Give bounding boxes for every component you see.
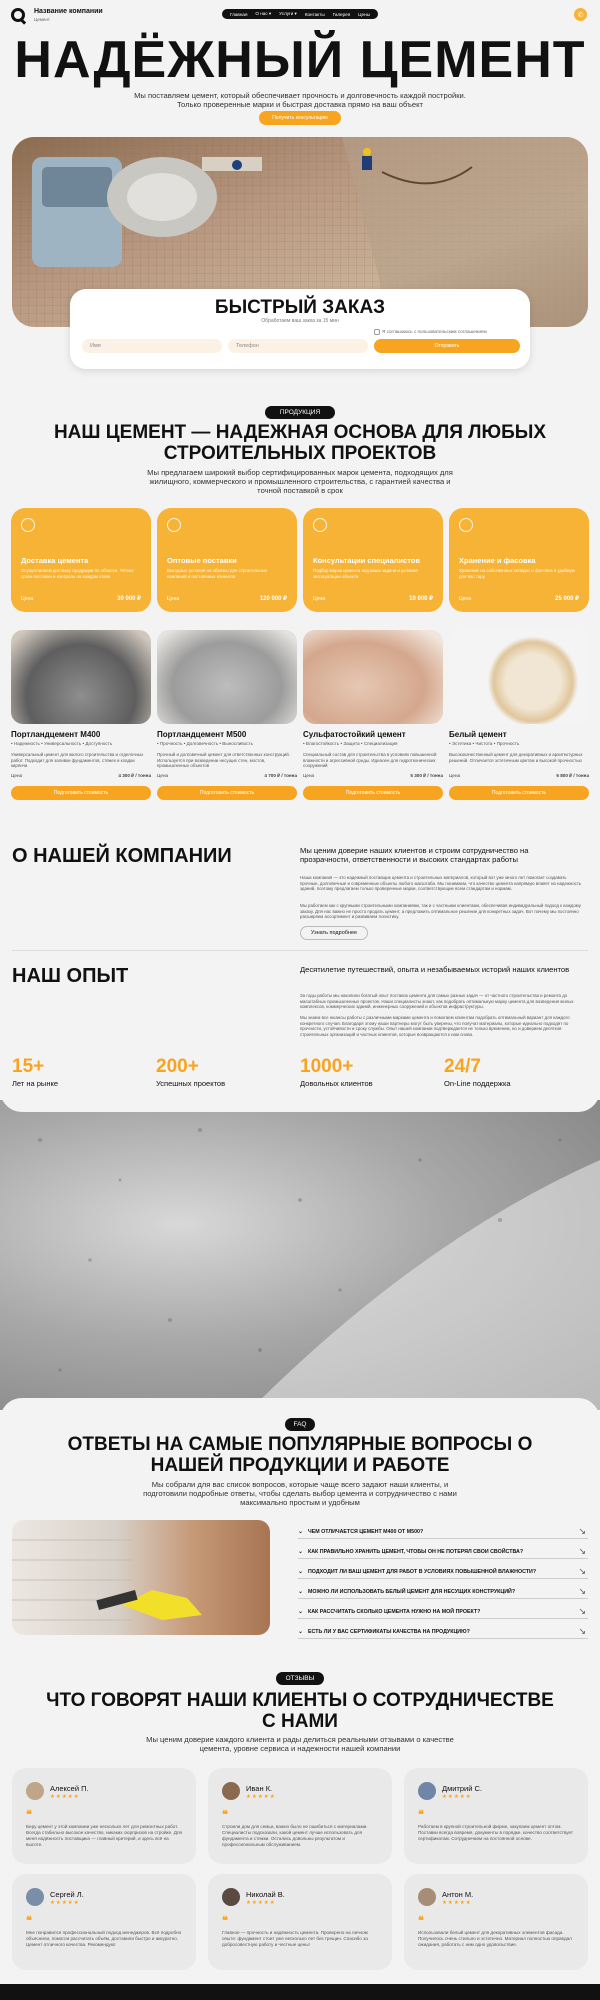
- arrow-icon: ↘: [578, 1526, 586, 1536]
- footer-bar: [0, 1984, 600, 2000]
- faq-question: ЧЕМ ОТЛИЧАЕТСЯ ЦЕМЕНТ М400 ОТ М500?: [308, 1528, 424, 1535]
- stat-value: 15+: [12, 1056, 45, 1077]
- section-edge: [0, 1398, 600, 1420]
- name-input[interactable]: Имя: [82, 339, 222, 353]
- service-card[interactable]: [157, 508, 297, 612]
- product-price-row: [449, 773, 589, 779]
- service-desc: Выгодные условия на объёмы для строительных компаний и постоянных клиентов: [167, 568, 268, 579]
- faq-lead: Мы собрали для вас список вопросов, которые чаще всего задают наши клиенты, и подготовили подробные ответы, чтобы сделать выбор цемента и сотрудничество с нами максимально простым и удобным: [143, 1480, 457, 1507]
- reviews-badge: ОТЗЫВЫ: [276, 1672, 324, 1685]
- products-badge: ПРОДУКЦИЯ: [265, 406, 335, 419]
- service-price: 25 000 ₽: [555, 596, 579, 602]
- arrow-icon: ↘: [578, 1626, 586, 1636]
- faq-item[interactable]: [298, 1585, 588, 1599]
- avatar: [222, 1888, 240, 1906]
- review-text: Главное — прочность и надёжность цемента. Проверено на личном опыте: фундамент стоит уже несколько лет без трещин. Спасибо за добросовестную работу и честные цены!: [222, 1930, 368, 1947]
- star-rating-icon: ★★★★★: [246, 1900, 276, 1906]
- badge-icon: [21, 518, 35, 532]
- hero-title: НАДЁЖНЫЙ ЦЕМЕНТ: [14, 31, 586, 89]
- service-card[interactable]: [303, 508, 443, 612]
- product-desc: Специальный состав для строительства в условиях повышенной влажности и агрессивной среды. Идеален для гидротехнических сооружений: [303, 752, 437, 768]
- service-price: 120 000 ₽: [259, 596, 287, 602]
- service-price-label: Цена: [21, 596, 34, 602]
- product-price-row: [11, 773, 151, 779]
- faq-title: ОТВЕТЫ НА САМЫЕ ПОПУЛЯРНЫЕ ВОПРОСЫ О НАШЕЙ ПРОДУКЦИИ И РАБОТЕ: [67, 1434, 533, 1476]
- product-name: Портландцемент М500: [157, 730, 247, 739]
- product-tags: • Эстетика • Чистота • Прочность: [449, 741, 520, 746]
- product-image: [303, 630, 443, 724]
- arrow-icon: ↘: [578, 1566, 586, 1576]
- faq-photo: [12, 1520, 270, 1635]
- main-nav: [222, 9, 378, 19]
- faq-badge: FAQ: [285, 1418, 315, 1431]
- target-icon: [459, 518, 473, 532]
- product-desc: Универсальный цемент для жилого строительства и отделочных работ. Подходит для заливки фундаментов, стяжек и кладки кирпича: [11, 752, 144, 768]
- faq-question: ЕСТЬ ЛИ У ВАС СЕРТИФИКАТЫ КАЧЕСТВА НА ПРОДУКЦИЮ?: [308, 1628, 470, 1635]
- faq-item[interactable]: [298, 1545, 588, 1559]
- about-paragraph-2: Мы работаем как с крупными строительными компаниями, так и с частными клиентами, обеспечивая индивидуальный подход к каждому заказу. Для нас важно не просто продать цемент, а предложить оптимальное решение для конкретных задач. Вот почему мы постоянно расширяем ассортимент и развиваем логистику.: [300, 903, 581, 920]
- review-card: [404, 1874, 588, 1970]
- service-price: 30 000 ₽: [117, 596, 141, 602]
- review-card: [12, 1768, 196, 1864]
- service-title: Консультации специалистов: [313, 556, 420, 565]
- review-author: Сергей Л.: [50, 1890, 84, 1899]
- faq-item[interactable]: [298, 1605, 588, 1619]
- avatar: [222, 1782, 240, 1800]
- review-text: Использовали белый цемент для декоративных элементов фасада. Получилось очень стильно и эстетично. Материал полностью оправдал ожидания, работать с ним одно удовольствие.: [418, 1930, 572, 1947]
- experience-paragraph-1: За годы работы мы накопили богатый опыт поставок цемента для самых разных задач — от частного строительства и ремонта до масштабных промышленных проектов. Наши специалисты знают, как подобрать оптимальную марку цемента для возведения жилых комплексов, коммерческих зданий, инженерных сооружений и объектов инфраструктуры.: [300, 993, 574, 1010]
- star-rating-icon: ★★★★★: [246, 1794, 276, 1800]
- quote-icon: ❝: [418, 1809, 424, 1821]
- product-price-row: [303, 773, 443, 779]
- stat-value: 200+: [156, 1056, 199, 1077]
- quote-icon: ❝: [26, 1915, 32, 1927]
- star-rating-icon: ★★★★★: [50, 1794, 80, 1800]
- product-price-label: Цена: [449, 773, 461, 778]
- review-card: [12, 1874, 196, 1970]
- product-price-button[interactable]: Подготовить стоимость: [157, 786, 297, 800]
- product-name: Белый цемент: [449, 730, 507, 739]
- faq-question: ПОДХОДИТ ЛИ ВАШ ЦЕМЕНТ ДЛЯ РАБОТ В УСЛОВИЯХ ПОВЫШЕННОЙ ВЛАЖНОСТИ?: [308, 1568, 537, 1575]
- phone-input[interactable]: Телефон: [228, 339, 368, 353]
- product-price: 4 300 ₽ / тонна: [118, 773, 151, 778]
- chevron-down-icon: ⌄: [298, 1549, 304, 1555]
- service-card[interactable]: [11, 508, 151, 612]
- order-submit-button[interactable]: Отправить: [374, 339, 520, 353]
- quote-icon: ❝: [418, 1915, 424, 1927]
- service-price-label: Цена: [167, 596, 180, 602]
- products-title: НАШ ЦЕМЕНТ — НАДЕЖНАЯ ОСНОВА ДЛЯ ЛЮБЫХ СТРОИТЕЛЬНЫХ ПРОЕКТОВ: [53, 422, 547, 464]
- faq-item[interactable]: [298, 1525, 588, 1539]
- review-card: [208, 1768, 392, 1864]
- stat-value: 24/7: [444, 1056, 481, 1077]
- review-card: [404, 1768, 588, 1864]
- order-subtitle: Обработаем ваш заказ за 15 мин: [261, 318, 339, 324]
- review-author: Антон М.: [442, 1890, 474, 1899]
- star-rating-icon: ★★★★★: [442, 1900, 472, 1906]
- stat-label: Успешных проектов: [156, 1079, 226, 1088]
- product-name: Сульфатостойкий цемент: [303, 730, 406, 739]
- arrow-icon: ↘: [578, 1606, 586, 1616]
- review-text: Мне понравился профессиональный подход менеджеров. Всё подробно объяснили, помогли рассчитать объём, доставили быстро и аккуратно. Цемент отличного качества. Рекомендую!: [26, 1930, 182, 1947]
- chevron-down-icon: ⌄: [298, 1589, 304, 1595]
- product-tags: • Влагостойкость • Защита • Специализация: [303, 741, 398, 746]
- experience-lead: Десятилетие путешествий, опыта и незабываемых историй наших клиентов: [300, 965, 570, 974]
- about-more-button[interactable]: Узнать подробнее: [300, 926, 368, 940]
- order-title: БЫСТРЫЙ ЗАКАЗ: [214, 297, 386, 318]
- nav-item-services[interactable]: Услуги ▾: [279, 11, 297, 16]
- review-author: Николай В.: [246, 1890, 285, 1899]
- divider: [12, 950, 588, 951]
- truck-icon: [167, 518, 181, 532]
- review-author: Алексей П.: [50, 1784, 89, 1793]
- phone-icon[interactable]: ✆: [574, 8, 587, 21]
- review-card: [208, 1874, 392, 1970]
- products-lead: Мы предлагаем широкий выбор сертифицированных марок цемента, подходящих для жилищного, коммерческого и промышленного строительства, с гарантией качества и точной поставкой в срок: [147, 468, 453, 495]
- stat-value: 1000+: [300, 1056, 354, 1077]
- service-price: 10 000 ₽: [409, 596, 433, 602]
- faq-question: КАК ПРАВИЛЬНО ХРАНИТЬ ЦЕМЕНТ, ЧТОБЫ ОН НЕ ПОТЕРЯЛ СВОИ СВОЙСТВА?: [308, 1548, 524, 1555]
- experience-paragraph-2: Мы знаем все нюансы работы с различными марками цемента и помогаем клиентам подобрать оптимальный вариант для каждого конкретного случая. Благодаря этому наши партнеры могут быть уверены, что получат материалы, которые идеально подходят по прочности, устойчивости и сроку службы. Опыт нашей компании подтверждается не только временем, но и доверием десятков строительных организаций и частных клиентов, которые возвращаются к нам снова.: [300, 1015, 570, 1037]
- nav-item-home[interactable]: Главная: [229, 11, 248, 17]
- product-name: Портландцемент М400: [11, 730, 101, 739]
- review-text: Беру цемент у этой компании уже несколько лет для ремонтных работ. Всегда стабильно высокое качество, никаких сюрпризов на стройке. Для меня надёжность поставщика — главный критерий, и здесь всё на высоте.: [26, 1824, 182, 1847]
- product-price-label: Цена: [157, 773, 169, 778]
- company-subtitle: Цемент: [34, 17, 50, 22]
- user-icon: [313, 518, 327, 532]
- quote-icon: ❝: [26, 1809, 32, 1821]
- product-price-label: Цена: [11, 773, 23, 778]
- product-image: [157, 630, 297, 724]
- product-price-row: [157, 773, 297, 779]
- product-tags: • Надежность • Универсальность • Доступность: [11, 741, 113, 746]
- quote-icon: ❝: [222, 1915, 228, 1927]
- nav-item-about[interactable]: О нас ▾: [255, 11, 272, 16]
- consent-label: Я соглашаюсь с пользовательским соглашением: [382, 329, 487, 334]
- quick-order-form: [70, 289, 530, 369]
- cement-texture-image: [0, 1100, 600, 1410]
- avatar: [26, 1888, 44, 1906]
- product-price-button[interactable]: Подготовить стоимость: [11, 786, 151, 800]
- quote-icon: ❝: [222, 1809, 228, 1821]
- product-tags: • Прочность • Долговечность • Выносливость: [157, 741, 254, 746]
- star-rating-icon: ★★★★★: [442, 1794, 472, 1800]
- nav-item-prices[interactable]: Цены: [358, 11, 370, 17]
- chevron-down-icon: ⌄: [298, 1629, 304, 1635]
- service-desc: Подбор марки цемента под ваши задачи и условия эксплуатации объекта: [313, 568, 418, 579]
- nav-item-gallery[interactable]: Галерея: [332, 11, 351, 17]
- service-desc: Хранение на собственных складах и фасовка в удобную для вас тару: [459, 568, 575, 579]
- chevron-down-icon: ⌄: [298, 1569, 304, 1575]
- about-title: О НАШЕЙ КОМПАНИИ: [12, 845, 232, 867]
- reviews-lead: Мы ценим доверие каждого клиента и рады делиться реальными отзывами о качестве цемента, уровне сервиса и надежности нашей компании: [146, 1735, 454, 1753]
- company-name: Название компании: [34, 8, 103, 15]
- nav-item-contacts[interactable]: Контакты: [304, 11, 325, 17]
- product-image: [449, 630, 589, 724]
- consent-checkbox[interactable]: [374, 329, 380, 335]
- about-paragraph-1: Наша компания — это надежный поставщик цемента и строительных материалов, который вот уже много лет помогает создавать прочные, долговечные и современные объекты любого масштаба. Мы понимаем, что качество цемента напрямую влияет на надежность зданий, поэтому предлагаем только проверенные марки, соответствующие всем стандартам и нормам.: [300, 875, 582, 892]
- product-price: 5 300 ₽ / тонна: [410, 773, 443, 778]
- avatar: [26, 1782, 44, 1800]
- product-desc: Высококачественный цемент для декоративных и архитектурных решений. Отличается эстетичным цветом и высокой прочностью: [449, 752, 583, 763]
- product-price-button[interactable]: Подготовить стоимость: [303, 786, 443, 800]
- faq-question: МОЖНО ЛИ ИСПОЛЬЗОВАТЬ БЕЛЫЙ ЦЕМЕНТ ДЛЯ НЕСУЩИХ КОНСТРУКЦИЙ?: [308, 1588, 516, 1595]
- star-rating-icon: ★★★★★: [50, 1900, 80, 1906]
- service-price-label: Цена: [313, 596, 326, 602]
- consultation-button[interactable]: Получить консультацию: [259, 111, 341, 125]
- section-edge: [0, 1090, 600, 1112]
- service-card[interactable]: [449, 508, 589, 612]
- faq-item[interactable]: [298, 1565, 588, 1579]
- review-author: Дмитрий С.: [442, 1784, 482, 1793]
- service-title: Оптовые поставки: [167, 556, 237, 565]
- about-lead: Мы ценим доверие наших клиентов и строим сотрудничество на прозрачности, ответственности и высоких стандартах работы: [300, 846, 529, 864]
- stat-label: Довольных клиентов: [300, 1079, 373, 1088]
- product-price-label: Цена: [303, 773, 315, 778]
- service-title: Хранение и фасовка: [459, 556, 536, 565]
- avatar: [418, 1782, 436, 1800]
- chevron-down-icon: ⌄: [298, 1529, 304, 1535]
- arrow-icon: ↘: [578, 1546, 586, 1556]
- arrow-icon: ↘: [578, 1586, 586, 1596]
- reviews-title: ЧТО ГОВОРЯТ НАШИ КЛИЕНТЫ О СОТРУДНИЧЕСТВЕ С НАМИ: [46, 1690, 554, 1732]
- review-text: Работаем в крупной строительной фирме, закупаем цемент оптом. Поставки всегда вовремя, документы в порядке, качество соответствует сертификатам. Сотрудничаем на постоянной основе.: [418, 1824, 573, 1841]
- avatar: [418, 1888, 436, 1906]
- stat-label: On-Line поддержка: [444, 1079, 511, 1088]
- hero-lead: Мы поставляем цемент, который обеспечивает прочность и долговечность каждой постройки. Только проверенные марки и быстрая доставка прямо на ваш объект: [134, 91, 466, 109]
- chevron-down-icon: ⌄: [298, 1609, 304, 1615]
- product-price-button[interactable]: Подготовить стоимость: [449, 786, 589, 800]
- logo-icon[interactable]: [11, 8, 25, 22]
- service-price-label: Цена: [459, 596, 472, 602]
- product-desc: Прочный и долговечный цемент для ответственных конструкций. Используется при возведении несущих стен, мостов, промышленных объектов: [157, 752, 290, 768]
- faq-question: КАК РАССЧИТАТЬ СКОЛЬКО ЦЕМЕНТА НУЖНО НА МОЙ ПРОЕКТ?: [308, 1608, 481, 1615]
- product-price: 6 800 ₽ / тонна: [556, 773, 589, 778]
- experience-title: НАШ ОПЫТ: [12, 965, 129, 987]
- faq-item[interactable]: [298, 1625, 588, 1639]
- review-author: Иван К.: [246, 1784, 273, 1793]
- service-title: Доставка цемента: [21, 556, 89, 565]
- stat-label: Лет на рынке: [12, 1079, 58, 1088]
- service-desc: Осуществляем доставку продукции по области. Чёткие сроки поставки и контроль на каждом этапе: [21, 568, 134, 579]
- review-text: Строили дом для семьи, важно было не ошибиться с материалами. Специалисты подсказали, какой цемент лучше использовать для фундамента и стяжки. Остались довольны результатом и профессиональным обслуживанием.: [222, 1824, 368, 1847]
- product-price: 4 700 ₽ / тонна: [264, 773, 297, 778]
- product-image: [11, 630, 151, 724]
